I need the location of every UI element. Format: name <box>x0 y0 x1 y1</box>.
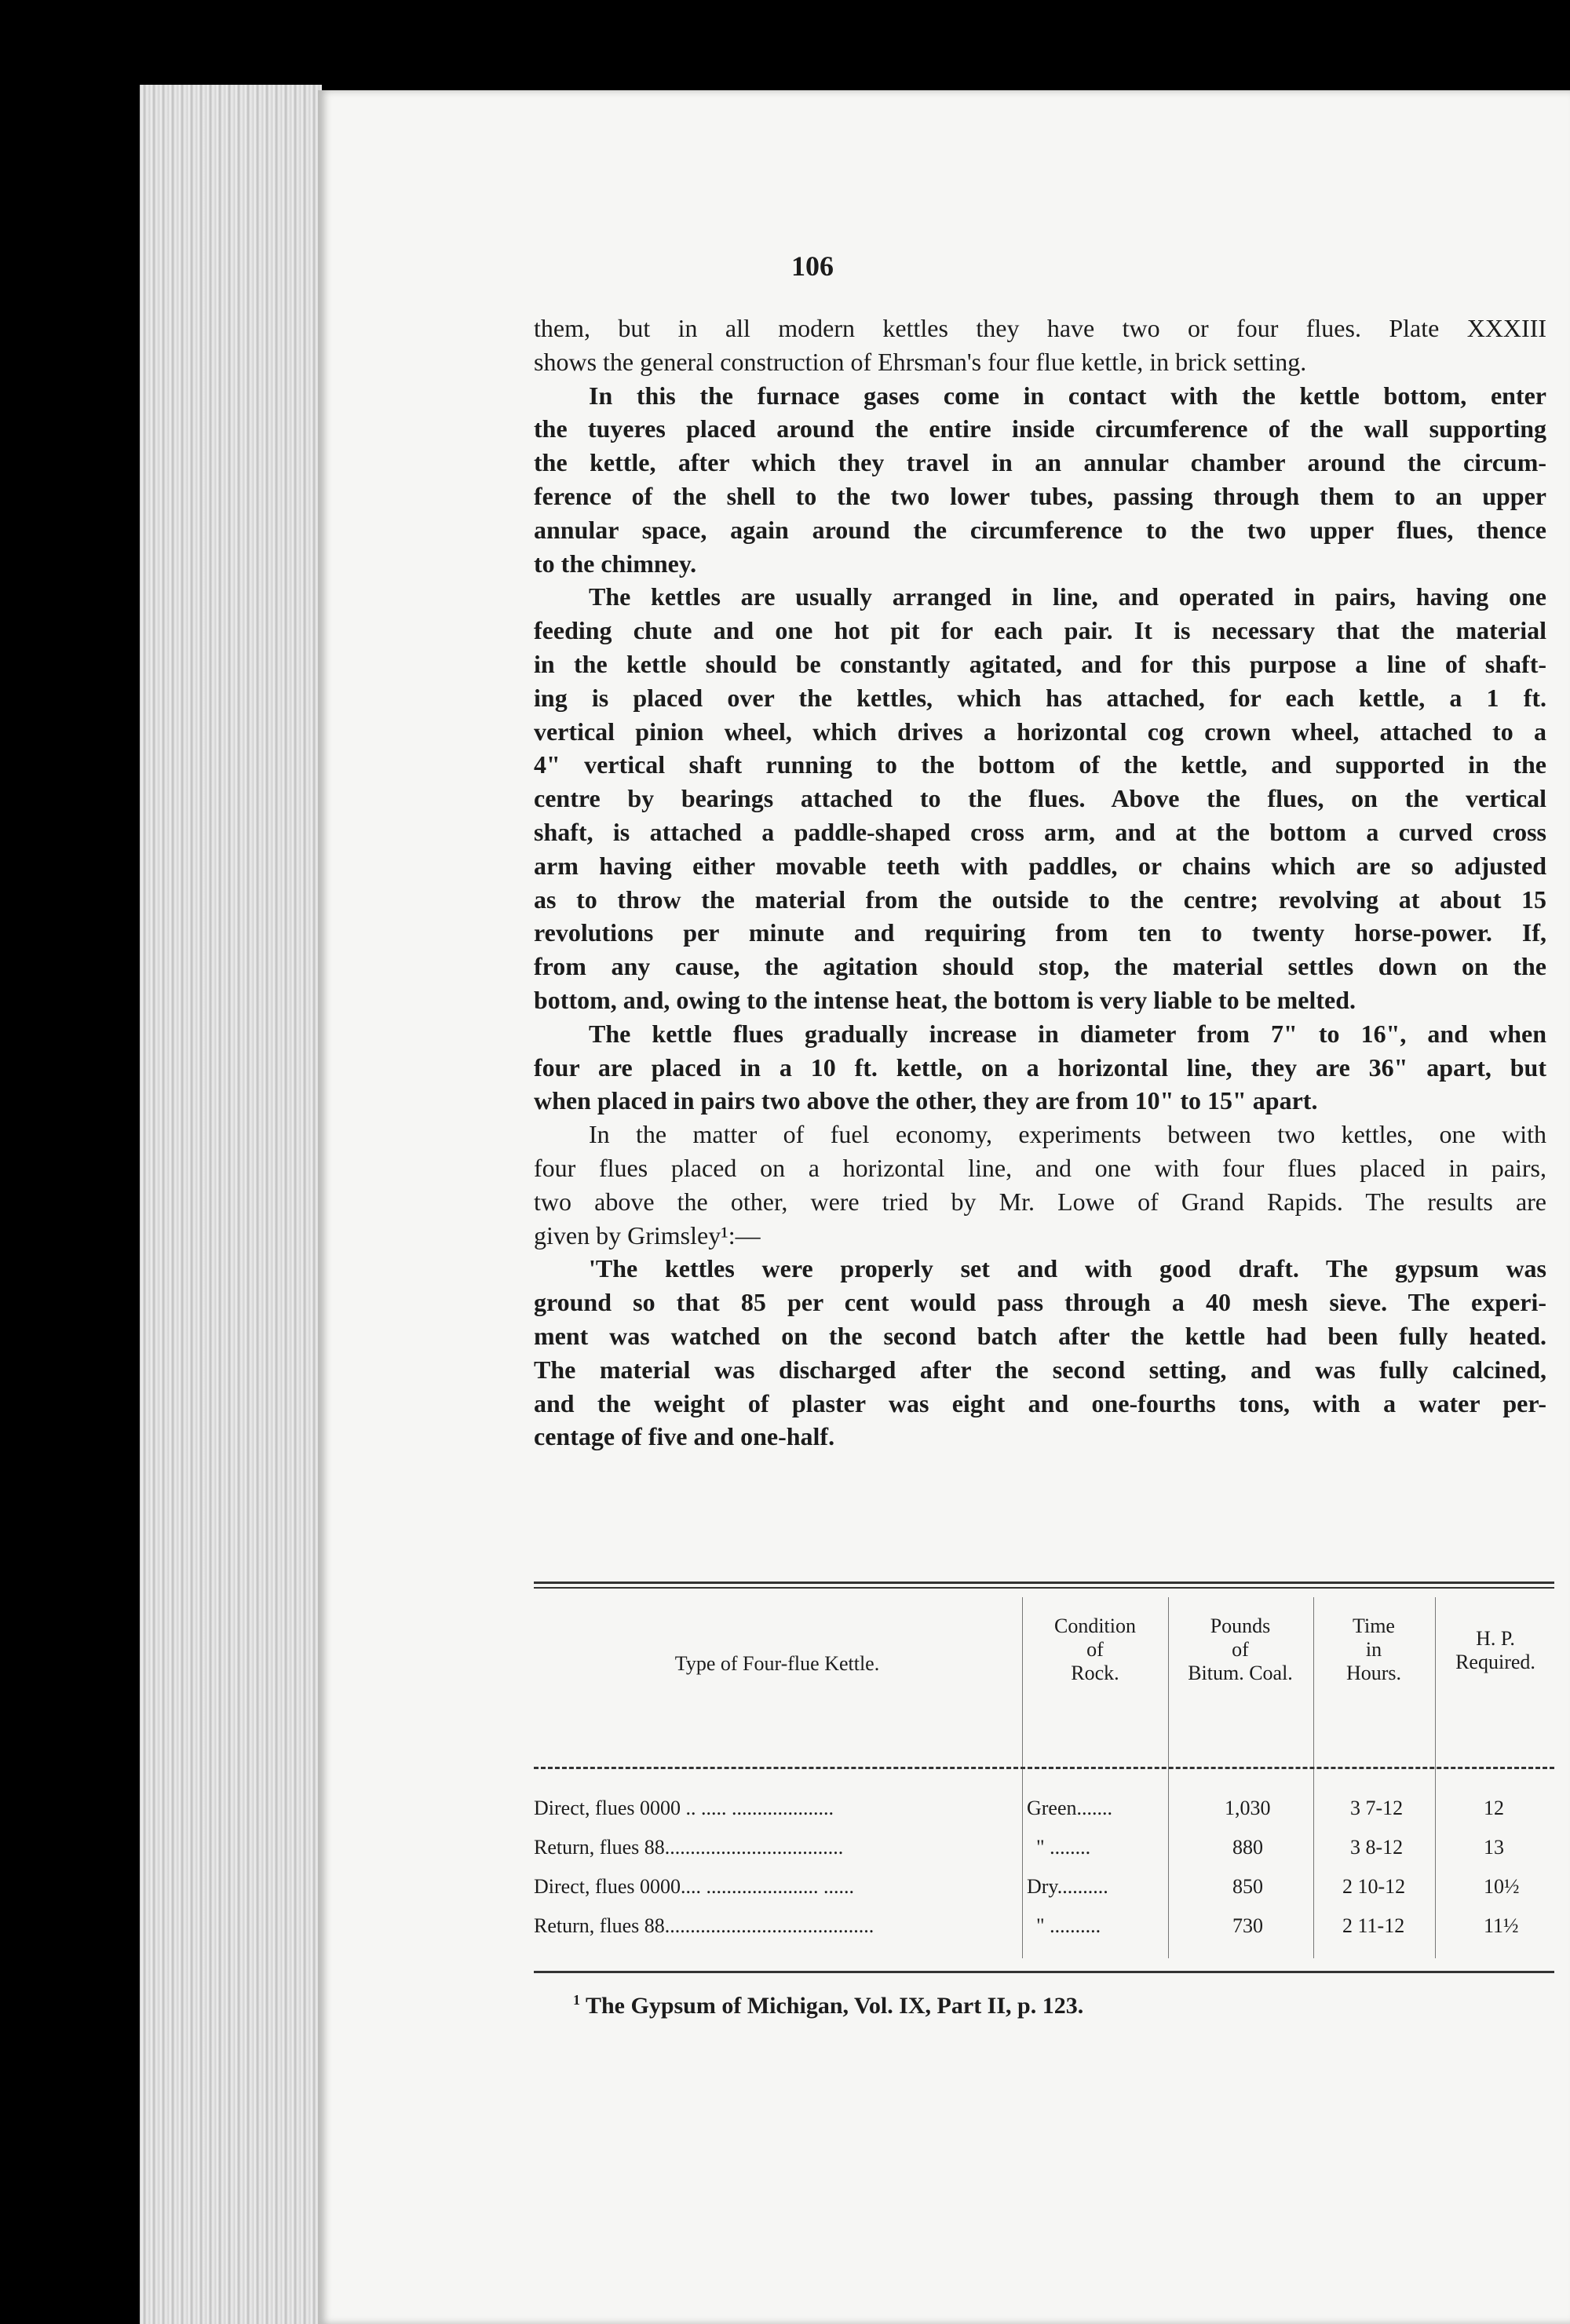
cell-type: Return, flues 88................................... <box>534 1836 844 1859</box>
paragraph-line: bottom, and, owing to the intense heat, the bottom is very liable to be melted. <box>534 985 1356 1014</box>
scan-page-edges <box>140 85 322 2324</box>
cell-type: Direct, flues 0000 .. ..... .................... <box>534 1797 834 1819</box>
paragraph-line: four are placed in a 10 ft. kettle, on a horizontal line, they are 36" apart, but <box>534 1053 1546 1082</box>
table-row <box>534 1797 1554 1828</box>
footnote-text: The Gypsum of Michigan, Vol. IX, Part II, p. 123. <box>585 1993 1084 2019</box>
paragraph-line: The kettles are usually arranged in line, and operated in pairs, having one <box>589 582 1546 611</box>
paragraph-line: arm having either movable teeth with paddles, or chains which are so adjusted <box>534 851 1546 880</box>
paragraph-line: ference of the shell to the two lower tubes, passing through them to an upper <box>534 481 1546 510</box>
paragraph-line: centre by bearings attached to the flues. Above the flues, on the vertical <box>534 784 1546 813</box>
header-hp: H. P. Required. <box>1455 1627 1535 1673</box>
footnote-marker: 1 <box>573 1992 580 2008</box>
paragraph-line: In the matter of fuel economy, experiments between two kettles, one with <box>589 1120 1546 1149</box>
header-type: Type of Four-flue Kettle. <box>674 1652 880 1675</box>
cell-condition: Green....... <box>1027 1797 1113 1819</box>
table-row <box>534 1875 1554 1906</box>
table-top-rule <box>534 1587 1554 1589</box>
cell-pounds: 1,030 <box>1225 1797 1271 1819</box>
paragraph-line: the kettle, after which they travel in an annular chamber around the circum- <box>534 448 1546 477</box>
paragraph-line: from any cause, the agitation should stop, the material settles down on the <box>534 952 1546 981</box>
paragraph-line: revolutions per minute and requiring from ten to twenty horse-power. If, <box>534 918 1546 947</box>
table-row <box>534 1914 1554 1946</box>
paragraph-line: In this the furnace gases come in contact with the kettle bottom, enter <box>589 381 1546 410</box>
cell-time: 2 11-12 <box>1342 1914 1405 1937</box>
table-bottom-rule <box>534 1971 1554 1973</box>
paragraph-line: ground so that 85 per cent would pass through a 40 mesh sieve. The experi- <box>534 1288 1546 1317</box>
paragraph-line: ing is placed over the kettles, which has attached, for each kettle, a 1 ft. <box>534 683 1546 712</box>
footnote <box>573 1992 1083 2019</box>
cell-type: Direct, flues 0000.... ...................... ...... <box>534 1875 855 1898</box>
cell-hp: 11½ <box>1484 1914 1519 1937</box>
paragraph-line: and the weight of plaster was eight and one-fourths tons, with a water per- <box>534 1388 1546 1417</box>
paragraph-line: The kettle flues gradually increase in diameter from 7" to 16", and when <box>589 1019 1546 1048</box>
paragraph-line: ment was watched on the second batch after the kettle had been fully heated. <box>534 1321 1546 1350</box>
cell-condition: Dry.......... <box>1027 1875 1108 1898</box>
cell-pounds: 880 <box>1232 1836 1263 1859</box>
table-row <box>534 1836 1554 1867</box>
paragraph-line: vertical pinion wheel, which drives a horizontal cog crown wheel, attached to a <box>534 717 1546 746</box>
paragraph-line: centage of five and one-half. <box>534 1422 835 1451</box>
cell-time: 3 8-12 <box>1350 1836 1404 1859</box>
table-top-rule <box>534 1582 1554 1584</box>
header-pounds: Pounds of Bitum. Coal. <box>1188 1614 1293 1684</box>
paragraph-line: shows the general construction of Ehrsman's four flue kettle, in brick setting. <box>534 347 1307 376</box>
paragraph-line: feeding chute and one hot pit for each pair. It is necessary that the material <box>534 616 1546 645</box>
paragraph-line: four flues placed on a horizontal line, and one with four flues placed in pairs, <box>534 1153 1546 1182</box>
cell-time: 3 7-12 <box>1350 1797 1404 1819</box>
paragraph-line: 4" vertical shaft running to the bottom of the kettle, and supported in the <box>534 750 1546 779</box>
paragraph-line: given by Grimsley¹:— <box>534 1220 761 1250</box>
cell-time: 2 10-12 <box>1342 1875 1406 1898</box>
paragraph-line: two above the other, were tried by Mr. Lowe of Grand Rapids. The results are <box>534 1187 1546 1216</box>
body-text <box>534 312 1546 1454</box>
cell-type: Return, flues 88......................................... <box>534 1914 874 1937</box>
paragraph-line: the tuyeres placed around the entire inside circumference of the wall supporting <box>534 414 1546 443</box>
cell-pounds: 850 <box>1232 1875 1263 1898</box>
paragraph-line: 'The kettles were properly set and with good draft. The gypsum was <box>589 1254 1546 1283</box>
paragraph-line: The material was discharged after the second setting, and was fully calcined, <box>534 1355 1546 1384</box>
paragraph-line: them, but in all modern kettles they have two or four flues. Plate XXXIII <box>534 314 1546 342</box>
cell-condition: " ........ <box>1036 1836 1091 1859</box>
cell-condition: " .......... <box>1036 1914 1101 1937</box>
header-time: Time in Hours. <box>1345 1614 1402 1684</box>
paragraph-line: to the chimney. <box>534 549 697 578</box>
cell-hp: 12 <box>1484 1797 1504 1819</box>
cell-pounds: 730 <box>1232 1914 1263 1937</box>
paragraph-line: as to throw the material from the outside to the centre; revolving at about 15 <box>534 885 1546 914</box>
paragraph-line: annular space, again around the circumference to the two upper flues, thence <box>534 515 1546 544</box>
cell-hp: 10½ <box>1484 1875 1520 1898</box>
paragraph-line: when placed in pairs two above the other, they are from 10" to 15" apart. <box>534 1086 1318 1115</box>
table-header-rule <box>534 1767 1554 1769</box>
cell-hp: 13 <box>1484 1836 1504 1859</box>
header-condition: Condition of Rock. <box>1053 1614 1136 1684</box>
paragraph-line: in the kettle should be constantly agitated, and for this purpose a line of shaft- <box>534 649 1546 678</box>
page-number: 106 <box>791 250 834 282</box>
paragraph-line: shaft, is attached a paddle-shaped cross arm, and at the bottom a curved cross <box>534 817 1546 846</box>
